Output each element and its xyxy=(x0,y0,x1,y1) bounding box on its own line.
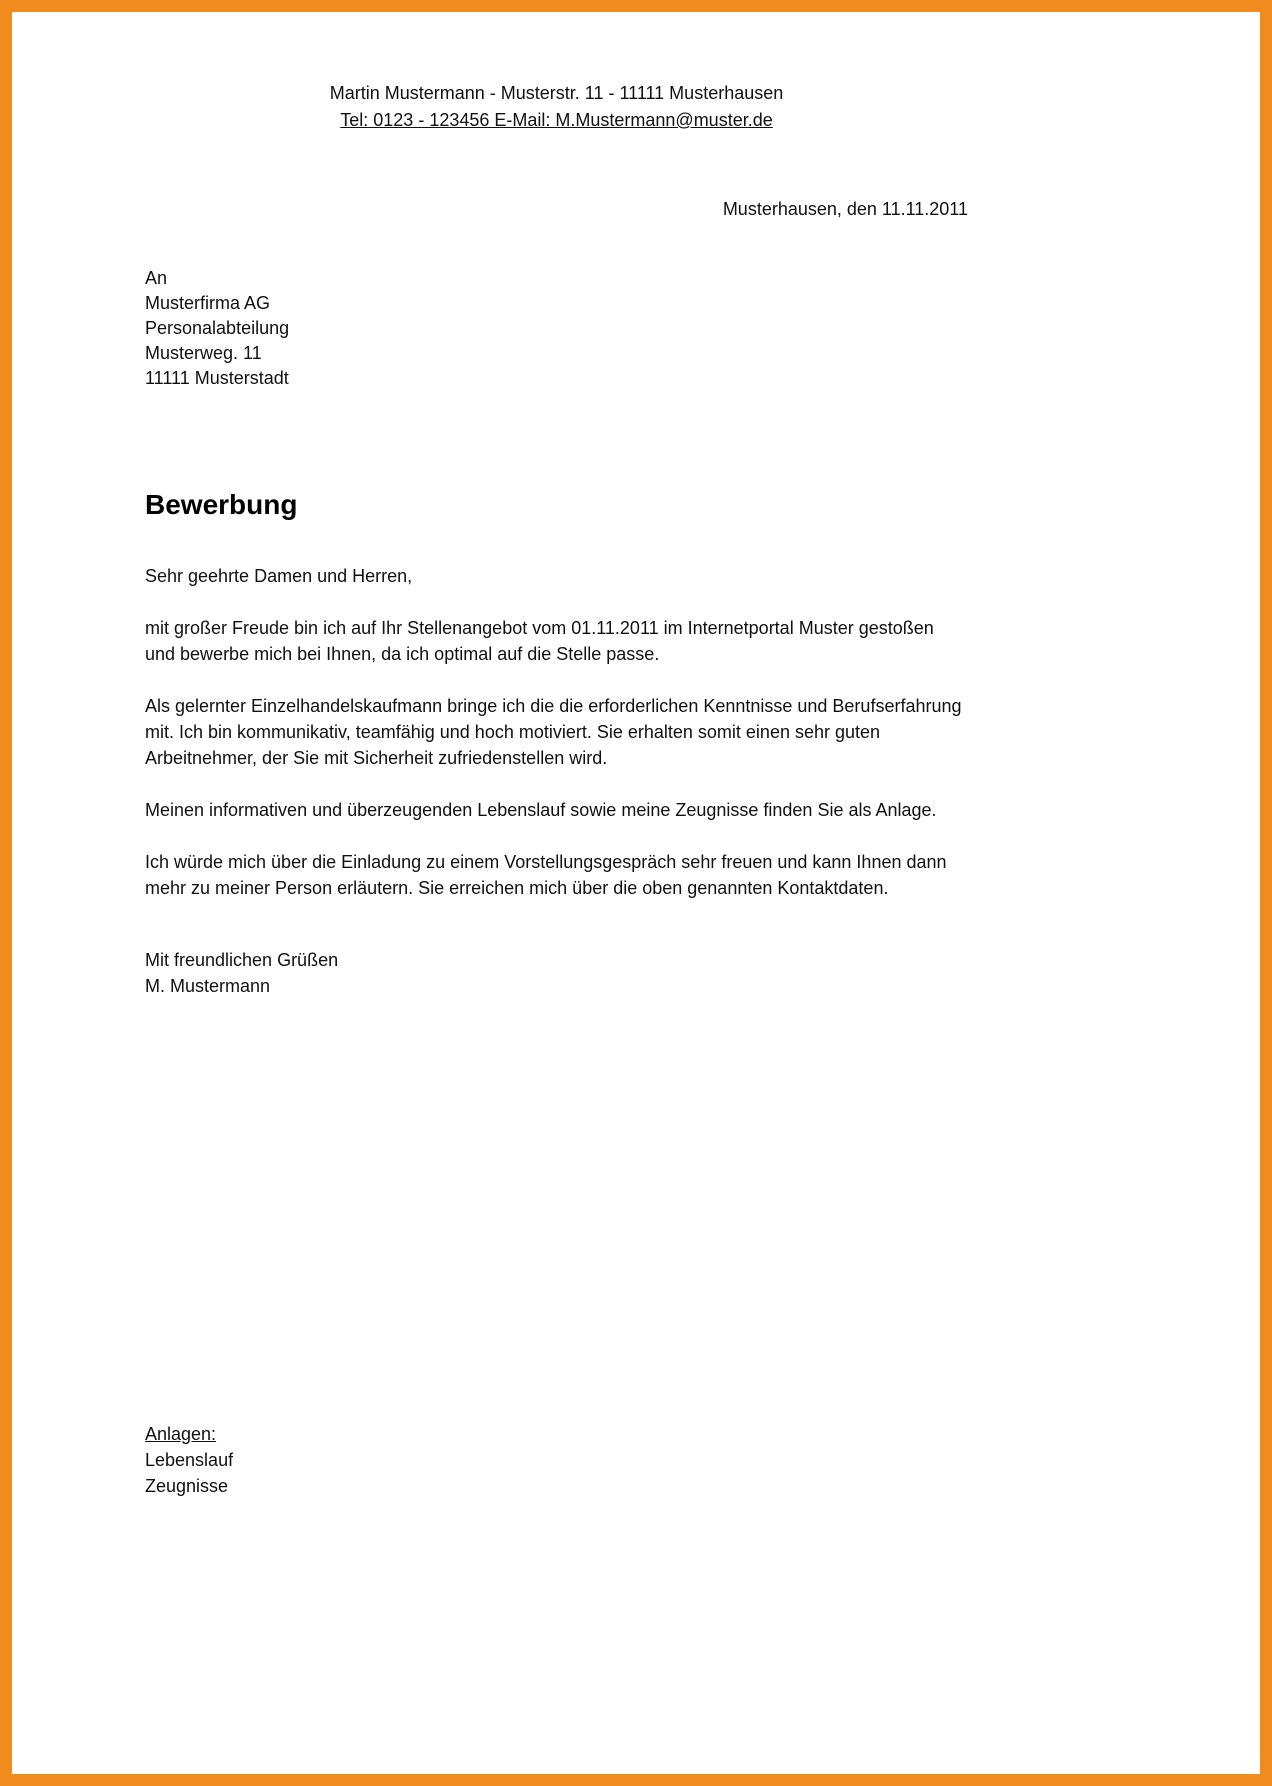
sender-address-line: Martin Mustermann - Musterstr. 11 - 11111 Musterhausen xyxy=(329,83,784,103)
attachments-block xyxy=(145,1421,968,1499)
attachments-label: Anlagen: xyxy=(145,1424,217,1444)
subject-heading: Bewerbung xyxy=(145,489,298,520)
recipient-line: Musterfirma AG xyxy=(145,293,271,313)
body-paragraph: Als gelernter Einzelhandelskaufmann bringe ich die die erforderlichen Kenntnisse und Berufserfahrung mit. Ich bin kommunikativ, teamfähig und hoch motiviert. Sie erhalten somit einen sehr guten Arbeitnehmer, der Sie mit Sicherheit zufriedenstellen wird. xyxy=(145,696,962,768)
attachment-item: Lebenslauf xyxy=(145,1450,234,1470)
recipient-line: Musterweg. 11 xyxy=(145,343,262,363)
letter-body xyxy=(145,80,968,1499)
sender-header xyxy=(145,80,968,134)
recipient-address-block xyxy=(145,266,968,391)
signature-name: M. Mustermann xyxy=(145,976,271,996)
closing-block xyxy=(145,947,968,999)
sender-contact-line: Tel: 0123 - 123456 E-Mail: M.Mustermann@muster.de xyxy=(340,110,773,130)
closing-phrase: Mit freundlichen Grüßen xyxy=(145,950,339,970)
recipient-line: Personalabteilung xyxy=(145,318,290,338)
salutation: Sehr geehrte Damen und Herren, xyxy=(145,566,413,586)
body-paragraph: mit großer Freude bin ich auf Ihr Stellenangebot vom 01.11.2011 im Internetportal Muster gestoßen und bewerbe mich bei Ihnen, da ich optimal auf die Stelle passe. xyxy=(145,618,934,664)
body-paragraph: Ich würde mich über die Einladung zu einem Vorstellungsgespräch sehr freuen und kann Ihnen dann mehr zu meiner Person erläutern. Sie erreichen mich über die oben genannten Kontaktdaten. xyxy=(145,852,947,898)
body-paragraph: Meinen informativen und überzeugenden Lebenslauf sowie meine Zeugnisse finden Sie als Anlage. xyxy=(145,800,937,820)
attachment-item: Zeugnisse xyxy=(145,1476,229,1496)
letter-page xyxy=(12,12,1260,1774)
recipient-line: An xyxy=(145,268,168,288)
date-line: Musterhausen, den 11.11.2011 xyxy=(722,199,968,219)
recipient-line: 11111 Musterstadt xyxy=(145,368,289,388)
